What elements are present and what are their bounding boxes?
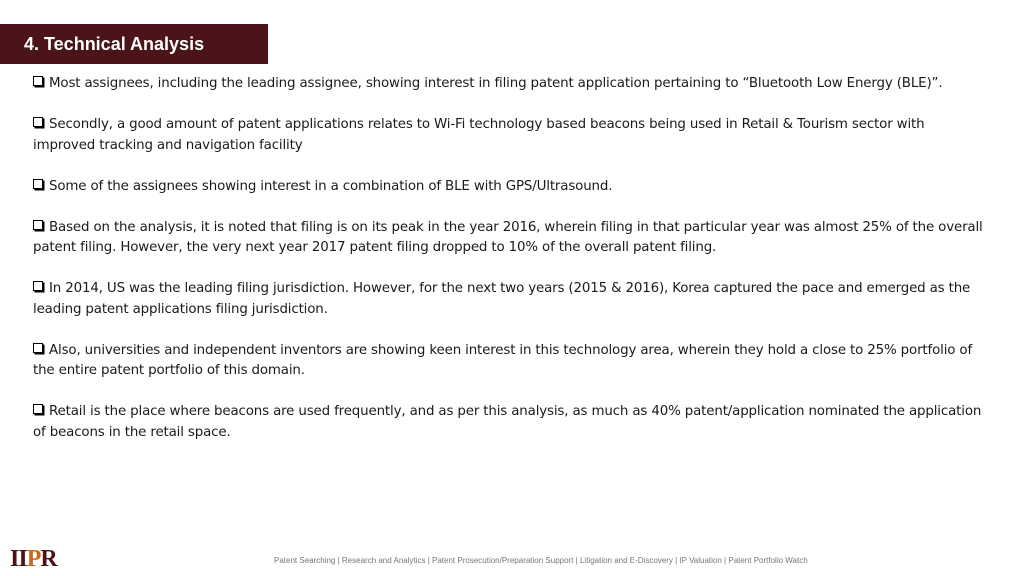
bullet-list (33, 74, 983, 464)
bullet-text: Some of the assignees showing interest in a combination of BLE with GPS/Ultrasound. (49, 178, 613, 194)
footer-services: Patent Searching | Research and Analytics | Patent Prosecution/Preparation Support | Litigation and E-Discovery | IP Valuation | Patent Portfolio Watch (274, 556, 808, 565)
section-title: 4. Technical Analysis (24, 33, 205, 54)
company-logo: IIPR (10, 546, 57, 572)
checkbox-bullet-icon (33, 76, 43, 86)
bullet-text: Retail is the place where beacons are used frequently, and as per this analysis, as much as 40% patent/application nominated the application of beacons in the retail space. (33, 404, 982, 440)
bullet-item (33, 341, 983, 382)
bullet-text: Based on the analysis, it is noted that filing is on its peak in the year 2016, wherein filing in that particular year was almost 25% of the overall patent filing. However, the very next year 2017 patent filing dropped to 10% of the overall patent filing. (33, 219, 983, 255)
bullet-item (33, 115, 983, 156)
footer (0, 540, 1024, 576)
section-title-bar (0, 24, 268, 64)
bullet-text: Secondly, a good amount of patent applications relates to Wi-Fi technology based beacons being used in Retail & Tourism sector with improved tracking and navigation facility (33, 117, 925, 153)
bullet-item (33, 218, 983, 259)
checkbox-bullet-icon (33, 343, 43, 353)
bullet-text: Most assignees, including the leading assignee, showing interest in filing patent application pertaining to “Bluetooth Low Energy (BLE)”. (49, 76, 943, 91)
bullet-item (33, 74, 983, 95)
checkbox-bullet-icon (33, 179, 43, 189)
bullet-text: Also, universities and independent inventors are showing keen interest in this technology area, wherein they hold a close to 25% portfolio of the entire patent portfolio of this domain. (33, 342, 973, 378)
checkbox-bullet-icon (33, 220, 43, 230)
bullet-item (33, 177, 983, 198)
bullet-item (33, 402, 983, 443)
checkbox-bullet-icon (33, 117, 43, 127)
checkbox-bullet-icon (33, 404, 43, 414)
checkbox-bullet-icon (33, 281, 43, 291)
bullet-item (33, 279, 983, 320)
bullet-text: In 2014, US was the leading filing jurisdiction. However, for the next two years (2015 & 2016), Korea captured the pace and emerged as the leading patent applications filing jurisdiction. (33, 281, 971, 317)
